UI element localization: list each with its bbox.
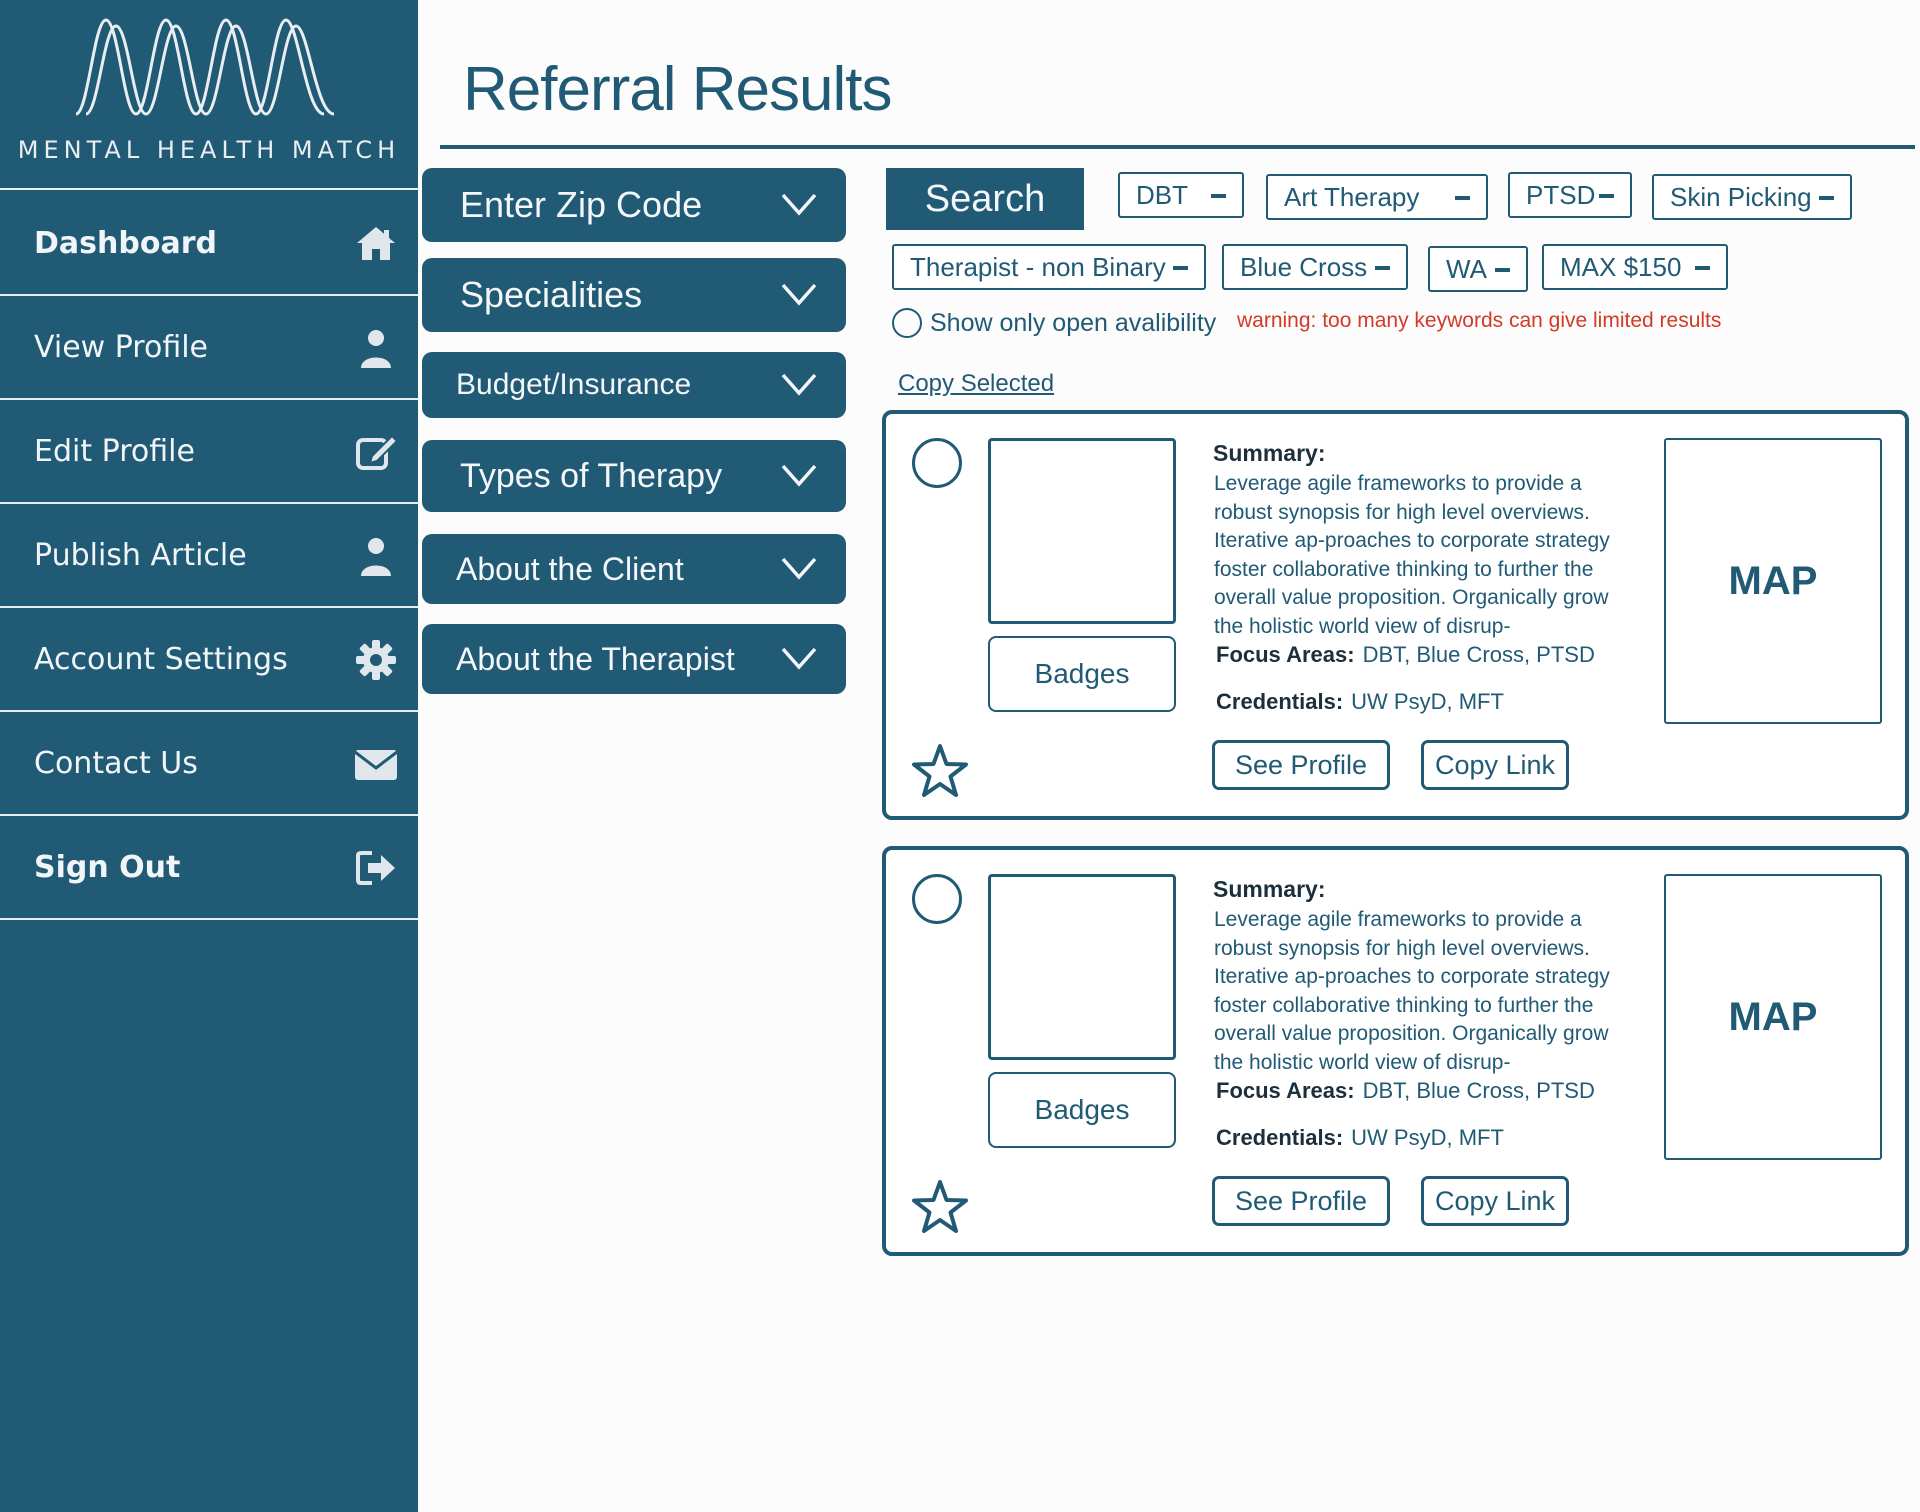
sidebar-item-label: Contact Us bbox=[34, 745, 198, 781]
dropdown-label: About the Therapist bbox=[456, 640, 735, 677]
chip-label: Blue Cross bbox=[1240, 251, 1368, 282]
availability-radio[interactable] bbox=[892, 308, 922, 338]
sidebar-item-label: View Profile bbox=[34, 329, 209, 365]
remove-chip-icon[interactable] bbox=[1173, 266, 1188, 270]
focus-areas bbox=[1216, 642, 1595, 668]
credentials bbox=[1216, 689, 1504, 715]
user-icon bbox=[354, 326, 398, 370]
keyword-chip bbox=[1542, 244, 1728, 290]
see-profile-button[interactable]: See Profile bbox=[1212, 1176, 1390, 1226]
credentials-value: UW PsyD, MFT bbox=[1351, 1125, 1504, 1150]
brand-name: MENTAL HEALTH MATCH bbox=[17, 136, 401, 164]
badges-button[interactable]: Badges bbox=[988, 1072, 1176, 1148]
wave-logo-icon bbox=[76, 14, 346, 118]
dropdown-label: Enter Zip Code bbox=[460, 184, 703, 225]
therapist-photo bbox=[988, 438, 1176, 624]
copy-link-button[interactable]: Copy Link bbox=[1421, 1176, 1569, 1226]
chip-label: MAX $150 bbox=[1560, 251, 1682, 282]
sidebar-item-account-settings[interactable] bbox=[0, 608, 418, 712]
remove-chip-icon[interactable] bbox=[1375, 266, 1390, 270]
badges-button[interactable]: Badges bbox=[988, 636, 1176, 712]
result-card bbox=[882, 846, 1909, 1256]
keyword-chip bbox=[1428, 246, 1528, 292]
sidebar-item-dashboard[interactable] bbox=[0, 192, 418, 296]
remove-chip-icon[interactable] bbox=[1695, 266, 1710, 270]
focus-areas-label: Focus Areas: bbox=[1216, 1078, 1355, 1103]
remove-chip-icon[interactable] bbox=[1495, 268, 1510, 272]
sidebar-item-label: Sign Out bbox=[34, 849, 181, 885]
remove-chip-icon[interactable] bbox=[1599, 194, 1614, 198]
chip-label: Skin Picking bbox=[1670, 181, 1812, 212]
chip-label: Art Therapy bbox=[1284, 181, 1420, 212]
focus-areas bbox=[1216, 1078, 1595, 1104]
chevron-down-icon bbox=[780, 462, 818, 488]
summary-text: Leverage agile frameworks to provide a robust synopsis for high level overviews. Iterative ap-proaches to corporate strategy foster collaborative thinking to further the overall value proposition. Organically grow the holistic world view of disrup- bbox=[1214, 908, 1610, 1074]
chevron-down-icon bbox=[780, 191, 818, 217]
keyword-chip bbox=[1222, 244, 1408, 290]
keyword-warning: warning: too many keywords can give limited results bbox=[1237, 309, 1722, 332]
sidebar-item-edit-profile[interactable] bbox=[0, 400, 418, 504]
about-the-therapist-dropdown[interactable] bbox=[422, 624, 846, 694]
star-icon[interactable] bbox=[910, 742, 970, 802]
chip-label: DBT bbox=[1136, 179, 1188, 210]
title-divider bbox=[440, 145, 1915, 149]
sidebar-item-label: Dashboard bbox=[34, 225, 217, 261]
chevron-down-icon bbox=[780, 555, 818, 581]
budget-insurance-dropdown[interactable] bbox=[422, 352, 846, 418]
dropdown-label: Types of Therapy bbox=[460, 456, 723, 495]
sidebar-item-label: Publish Article bbox=[34, 537, 247, 573]
zip-code-dropdown[interactable] bbox=[422, 168, 846, 242]
page-title: Referral Results bbox=[463, 55, 892, 124]
dropdown-label: Budget/Insurance bbox=[456, 368, 692, 401]
gear-icon bbox=[354, 638, 398, 682]
availability-label: Show only open avalibility bbox=[930, 308, 1217, 337]
focus-areas-label: Focus Areas: bbox=[1216, 642, 1355, 667]
availability-filter bbox=[892, 308, 1216, 338]
select-result-radio[interactable] bbox=[912, 874, 962, 924]
specialities-dropdown[interactable] bbox=[422, 258, 846, 332]
see-profile-button[interactable]: See Profile bbox=[1212, 740, 1390, 790]
select-result-radio[interactable] bbox=[912, 438, 962, 488]
chip-label: PTSD bbox=[1526, 179, 1596, 210]
about-the-client-dropdown[interactable] bbox=[422, 534, 846, 604]
credentials-label: Credentials: bbox=[1216, 689, 1344, 714]
summary-text: Leverage agile frameworks to provide a robust synopsis for high level overviews. Iterative ap-proaches to corporate strategy foster collaborative thinking to further the overall value proposition. Organically grow the holistic world view of disrup- bbox=[1214, 472, 1610, 638]
credentials-label: Credentials: bbox=[1216, 1125, 1344, 1150]
keyword-chip bbox=[892, 244, 1206, 290]
remove-chip-icon[interactable] bbox=[1455, 196, 1470, 200]
sidebar-item-publish-article[interactable] bbox=[0, 504, 418, 608]
search-button[interactable]: Search bbox=[886, 168, 1084, 230]
copy-selected-link[interactable]: Copy Selected bbox=[898, 370, 1055, 397]
types-of-therapy-dropdown[interactable] bbox=[422, 440, 846, 512]
sidebar-item-sign-out[interactable] bbox=[0, 816, 418, 920]
keyword-chip bbox=[1652, 174, 1852, 220]
chevron-down-icon bbox=[780, 371, 818, 397]
summary-label: Summary: bbox=[1213, 440, 1326, 466]
edit-icon bbox=[354, 430, 398, 474]
sign-out-icon bbox=[354, 846, 398, 890]
star-icon[interactable] bbox=[910, 1178, 970, 1238]
dropdown-label: About the Client bbox=[456, 550, 684, 587]
map-placeholder[interactable]: MAP bbox=[1664, 874, 1882, 1160]
chevron-down-icon bbox=[780, 281, 818, 307]
remove-chip-icon[interactable] bbox=[1819, 196, 1834, 200]
sidebar bbox=[0, 0, 418, 1512]
chip-label: WA bbox=[1446, 253, 1487, 284]
envelope-icon bbox=[354, 742, 398, 786]
sidebar-item-label: Account Settings bbox=[34, 641, 288, 677]
chip-label: Therapist - non Binary bbox=[910, 251, 1166, 282]
summary-label: Summary: bbox=[1213, 876, 1326, 902]
result-card bbox=[882, 410, 1909, 820]
therapist-photo bbox=[988, 874, 1176, 1060]
copy-link-button[interactable]: Copy Link bbox=[1421, 740, 1569, 790]
keyword-chip bbox=[1508, 172, 1632, 218]
credentials bbox=[1216, 1125, 1504, 1151]
focus-areas-value: DBT, Blue Cross, PTSD bbox=[1362, 642, 1595, 667]
sidebar-item-view-profile[interactable] bbox=[0, 296, 418, 400]
map-placeholder[interactable]: MAP bbox=[1664, 438, 1882, 724]
brand-logo[interactable] bbox=[0, 0, 418, 190]
credentials-value: UW PsyD, MFT bbox=[1351, 689, 1504, 714]
keyword-chip bbox=[1118, 172, 1244, 218]
remove-chip-icon[interactable] bbox=[1211, 194, 1226, 198]
user-icon bbox=[354, 534, 398, 578]
sidebar-item-label: Edit Profile bbox=[34, 433, 195, 469]
sidebar-item-contact-us[interactable] bbox=[0, 712, 418, 816]
chevron-down-icon bbox=[780, 645, 818, 671]
keyword-chip bbox=[1266, 174, 1488, 220]
focus-areas-value: DBT, Blue Cross, PTSD bbox=[1362, 1078, 1595, 1103]
dropdown-label: Specialities bbox=[460, 274, 643, 315]
home-icon bbox=[354, 222, 398, 266]
